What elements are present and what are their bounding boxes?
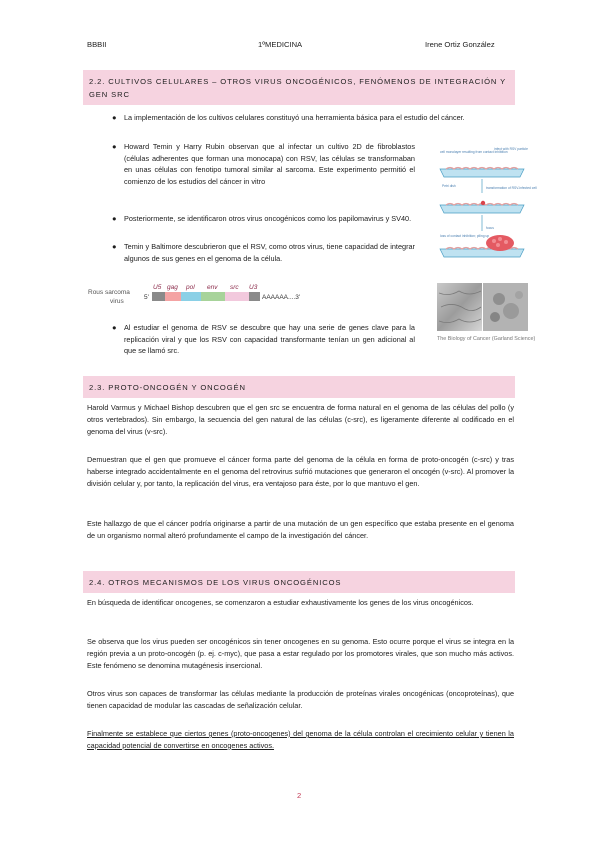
page-number: 2 <box>297 791 302 800</box>
rsv-genome-diagram <box>88 282 328 308</box>
paragraph: Harold Varmus y Michael Bishop descubren que el gen src se encuentra de forma natural en el genoma de las células del pollo (y otros vertebrados). Sin embargo, la secuencia del gen natural de las células (c-src), es ligeramente diferente al codificado en el genoma del virus (v-src). <box>87 403 514 436</box>
bullet-icon: ● <box>112 142 117 151</box>
figure-label-petri: Petri dish <box>442 184 456 188</box>
list-item-text: Howard Temin y Harry Rubin observan que al infectar un cultivo 2D de fibroblastos (células adherentes que forman una monocapa) con RSV, las células se transformaban en unas células con fenotipo tumoral similar al sarcoma. Este experimento permitió el comienzo de los estudios del cáncer in vitro <box>124 142 415 186</box>
section-2-3-heading: 2.3. PROTO-ONCOGÉN Y ONCOGÉN <box>83 376 515 398</box>
genome-virus-label: Rous sarcoma <box>88 289 130 296</box>
list-item <box>112 241 415 264</box>
paragraph: Este hallazgo de que el cáncer podría originarse a partir de una mutación de un gen específico que estaba presente en el genoma de un organismo normal alteró profundamente el campo de la investigación del cáncer. <box>87 519 514 540</box>
gene-env-block <box>201 292 225 301</box>
paragraph: Demuestran que el gen que promueve el cáncer forma parte del genoma de la célula en forma de proto-oncogén (c-src) y tras haberse integrado accidentalmente en el genoma del retrovirus sufrió mutaciones que generaron el oncogén (v-src). Al promover la división celular y, por tanto, la replicación del virus, era ventajoso para éste, por lo que mantuvo el gen. <box>87 455 514 488</box>
header-author: Irene Ortiz González <box>425 40 495 49</box>
list-item-text: Al estudiar el genoma de RSV se descubre que hay una serie de genes clave para la replicación viral y que los RSV con capacidad transformante tenían un gen adicional al que se llamó src. <box>124 323 415 356</box>
gene-label: pol <box>186 284 195 291</box>
header-course: BBBII <box>87 40 107 49</box>
bullet-icon: ● <box>112 113 117 122</box>
gene-label: gag <box>167 284 178 291</box>
gene-u5-block <box>152 292 165 301</box>
cell-micrograph-image <box>437 283 528 331</box>
list-item <box>112 112 515 124</box>
list-item-text: Temin y Baltimore descubrieron que el RSV, como otros virus, tiene capacidad de integrar algunos de sus genes en el genoma de la célula. <box>124 242 415 263</box>
bullet-icon: ● <box>112 242 117 251</box>
gene-label: U3 <box>249 284 258 291</box>
list-item <box>112 141 415 187</box>
genome-polya-tail: AAAAAA....3' <box>262 294 301 301</box>
gene-gag-block <box>165 292 181 301</box>
figure-caption: The Biology of Cancer (Garland Science) <box>437 336 536 342</box>
gene-src-block <box>225 292 249 301</box>
paragraph: Otros virus son capaces de transformar las células mediante la producción de proteínas virales oncogénicas (oncoproteínas), que tienen capacidad de modular las cascadas de señalización celular. <box>87 689 514 710</box>
figure-label-transformation: transformation of RSV-infected cell <box>486 186 537 190</box>
gene-label: U5 <box>153 284 162 291</box>
list-item-text: La implementación de los cultivos celulares constituyó una herramienta básica para el estudio del cáncer. <box>124 113 465 122</box>
section-2-2-heading: 2.2. CULTIVOS CELULARES – OTROS VIRUS ONCOGÉNICOS, FENÓMENOS DE INTEGRACIÓN Y GEN SRC <box>83 70 515 105</box>
gene-u3-block <box>249 292 260 301</box>
list-item <box>112 213 415 225</box>
list-item <box>112 322 415 357</box>
gene-label: src <box>230 284 239 291</box>
paragraph: En búsqueda de identificar oncogenes, se comenzaron a estudiar exhaustivamente los genes de los virus oncogénicos. <box>87 598 474 607</box>
genome-virus-label: virus <box>110 298 124 305</box>
figure-label-focus: focus <box>486 226 494 230</box>
figure-label-loss: loss of contact inhibition; piling up <box>440 234 490 238</box>
bullet-icon: ● <box>112 214 117 223</box>
bullet-icon: ● <box>112 323 117 332</box>
figure-label-infect: infect with RSV particle <box>494 147 528 151</box>
gene-pol-block <box>181 292 201 301</box>
rsv-transformation-figure <box>436 145 537 273</box>
paragraph: Se observa que los virus pueden ser oncogénicos sin tener oncogenes en su genoma. Esto ocurre porque el virus se integra en la región previa a un proto-oncogén (p. ej. c-myc), que pasa a estar regulado por los promotores virales, que son mucho más activos. Este fenómeno se denomina mutagénesis insercional. <box>87 637 514 670</box>
header-degree: 1ºMEDICINA <box>258 40 303 49</box>
genome-5prime: 5' <box>144 294 149 301</box>
gene-label: env <box>207 284 218 291</box>
transformed-cell-icon <box>481 201 485 205</box>
section-2-4-heading: 2.4. OTROS MECANISMOS DE LOS VIRUS ONCOGÉNICOS <box>83 571 515 593</box>
paragraph-underlined: Finalmente se establece que ciertos genes (proto-oncogenes) del genoma de la célula controlan el crecimiento celular y tienen la capacidad potencial de convertirse en oncogenes activos. <box>87 729 514 750</box>
figure-label-monolayer: cell monolayer resulting from contact inhibition <box>440 150 508 154</box>
list-item-text: Posteriormente, se identificaron otros virus oncogénicos como los papilomavirus y SV40. <box>124 214 412 223</box>
